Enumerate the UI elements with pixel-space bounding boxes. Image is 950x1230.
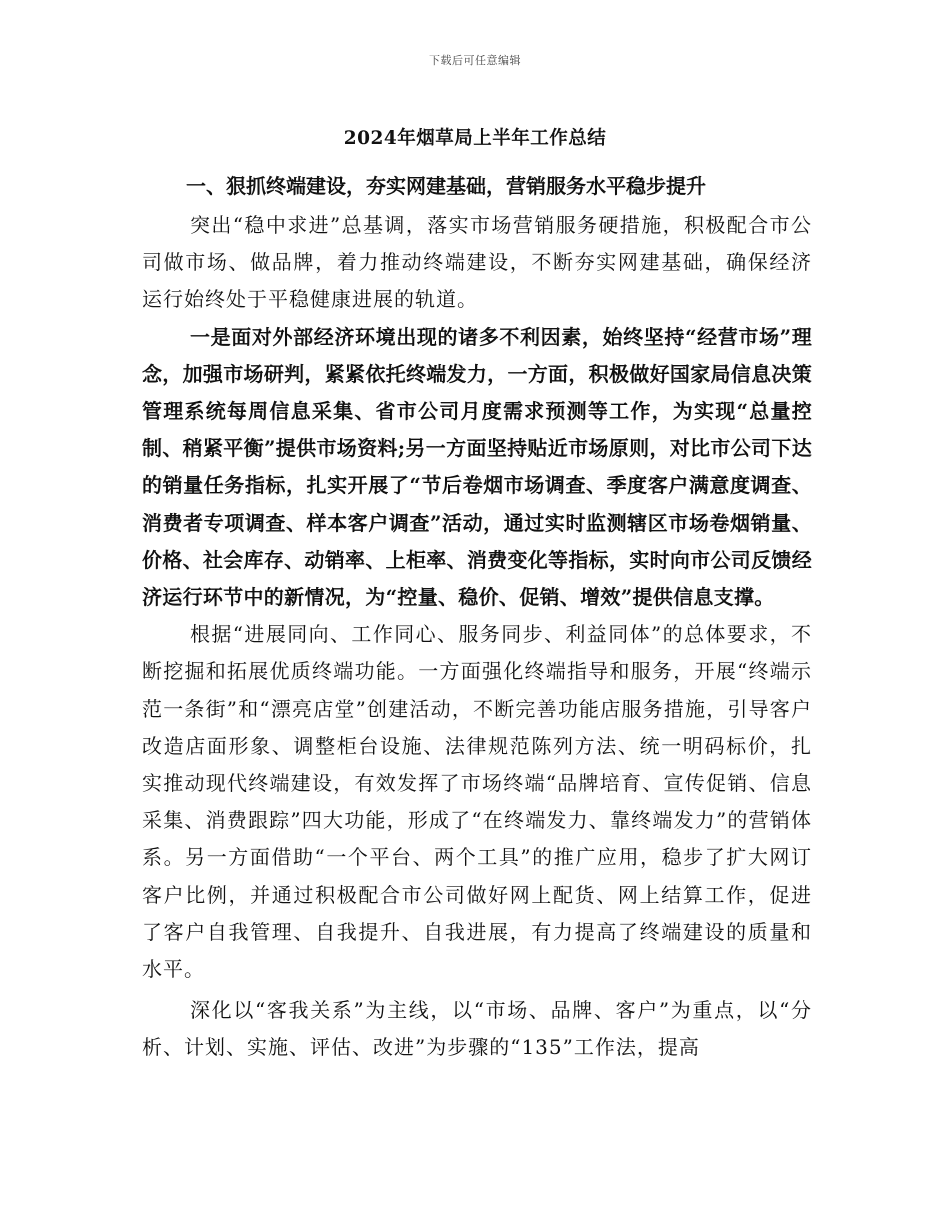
paragraph-terminal-function: 根据“进展同向、工作同心、服务同步、利益同体”的总体要求，不断挖掘和拓展优质终端功能。一方面强化终端指导和服务，开展“终端示范一条街”和“漂亮店堂”创建活动，不断完善功能店服务措施，引导客户改造店面形象、调整柜台设施、法律规范陈列方法、统一明码标价，扎实推动现代终端建设，有效发挥了市场终端“品牌培育、宣传促销、信息采集、消费跟踪”四大功能，形成了“在终端发力、靠终端发力”的营销体系。另一方面借助“一个平台、两个工具”的推广应用，稳步了扩大网订客户比例，并通过积极配合市公司做好网上配货、网上结算工作，促进了客户自我管理、自我提升、自我进展，有力提高了终端建设的质量和水平。 [142, 622, 812, 982]
document-body [142, 170, 812, 1067]
paragraph-market-research: 一是面对外部经济环境出现的诸多不利因素，始终坚持“经营市场”理念，加强市场研判，紧紧依托终端发力，一方面，积极做好国家局信息决策管理系统每周信息采集、省市公司月度需求预测等工作，为实现“总量控制、稍紧平衡”提供市场资料;另一方面坚持贴近市场原则，对比市公司下达的销量任务指标，扎实开展了“节后卷烟市场调查、季度客户满意度调查、消费者专项调查、样本客户调查”活动，通过实时监测辖区市场卷烟销量、价格、社会库存、动销率、上柜率、消费变化等指标，实时向市公司反馈经济运行环节中的新情况，为“控量、稳价、促销、增效”提供信息支撑。 [142, 324, 812, 610]
document-title: 2024年烟草局上半年工作总结 [343, 128, 607, 149]
header-note: 下载后可任意编辑 [429, 54, 521, 67]
paragraph-135-method: 深化以“客我关系”为主线，以“市场、品牌、客户”为重点，以“分析、计划、实施、评估、改进”为步骤的“135”工作法，提高 [142, 998, 812, 1060]
paragraph-intro: 突出“稳中求进”总基调，落实市场营销服务硬措施，积极配合市公司做市场、做品牌，着力推动终端建设，不断夯实网建基础，确保经济运行始终处于平稳健康进展的轨道。 [142, 213, 812, 312]
section-heading: 一、狠抓终端建设，夯实网建基础，营销服务水平稳步提升 [186, 174, 706, 198]
